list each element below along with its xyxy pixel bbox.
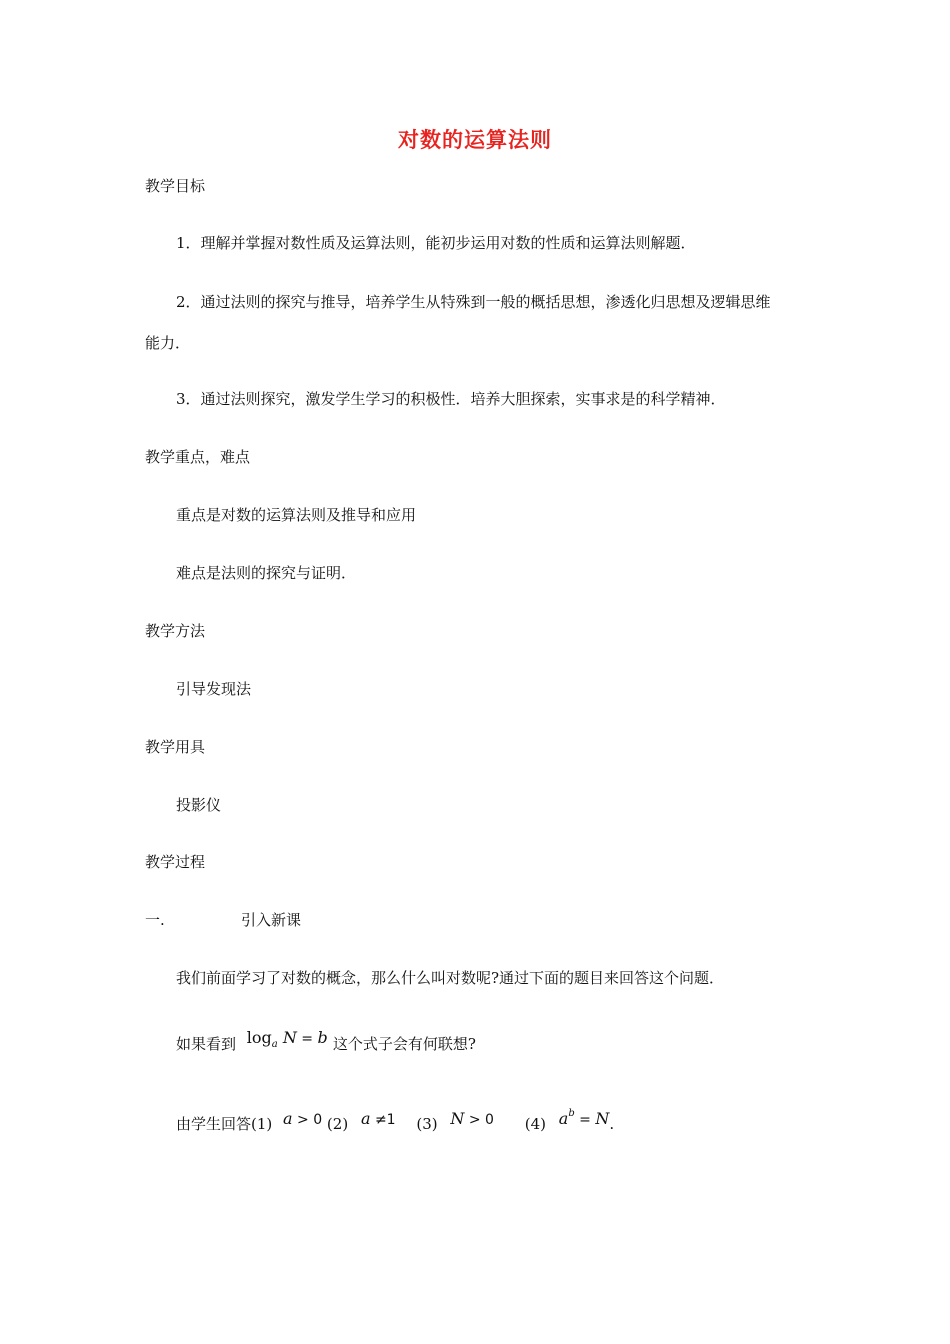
section-heading-method: 教学方法 xyxy=(145,622,206,640)
condition-4: $a^b = N$ xyxy=(558,1108,610,1128)
goal-item-2: 2．通过法则的探究与推导，培养学生从特殊到一般的概括思想，渗透化归思想及逻辑思维 xyxy=(176,293,771,311)
answer-line: 由学生回答(1) a > 0 (2) a ≠1 (3) N > 0 (4) $a^b = N$. xyxy=(176,1108,615,1133)
question-line xyxy=(176,1028,476,1057)
section-heading-goals: 教学目标 xyxy=(145,177,206,195)
section-heading-process: 教学过程 xyxy=(145,853,206,871)
goal-item-1: 1．理解并掌握对数性质及运算法则，能初步运用对数的性质和运算法则解题． xyxy=(176,234,696,252)
step-1-number: 一. xyxy=(145,911,165,929)
difficulty-text: 难点是法则的探究与证明． xyxy=(176,564,357,582)
answer-prefix: 由学生回答 xyxy=(176,1115,252,1133)
log-formula: $\log_a N = b$ xyxy=(246,1028,328,1050)
condition-1: a > 0 xyxy=(283,1109,323,1128)
goal-item-3: 3．通过法则探究，激发学生学习的积极性．培养大胆探索，实事求是的科学精神． xyxy=(176,390,726,408)
question-suffix: 这个式子会有何联想? xyxy=(332,1035,476,1053)
goal-item-2-continuation: 能力． xyxy=(145,334,191,352)
section-heading-tools: 教学用具 xyxy=(145,738,206,756)
condition-2: a ≠1 xyxy=(360,1109,396,1128)
section-heading-key-points: 教学重点，难点 xyxy=(145,448,251,466)
key-point-text: 重点是对数的运算法则及推导和应用 xyxy=(176,506,417,524)
intro-paragraph: 我们前面学习了对数的概念，那么什么叫对数呢?通过下面的题目来回答这个问题． xyxy=(176,969,725,987)
step-1-title: 引入新课 xyxy=(241,911,302,929)
tools-text: 投影仪 xyxy=(176,796,222,814)
method-text: 引导发现法 xyxy=(176,680,252,698)
condition-3: N > 0 xyxy=(450,1109,494,1128)
document-title: 对数的运算法则 xyxy=(398,128,552,152)
question-prefix: 如果看到 xyxy=(176,1035,237,1053)
